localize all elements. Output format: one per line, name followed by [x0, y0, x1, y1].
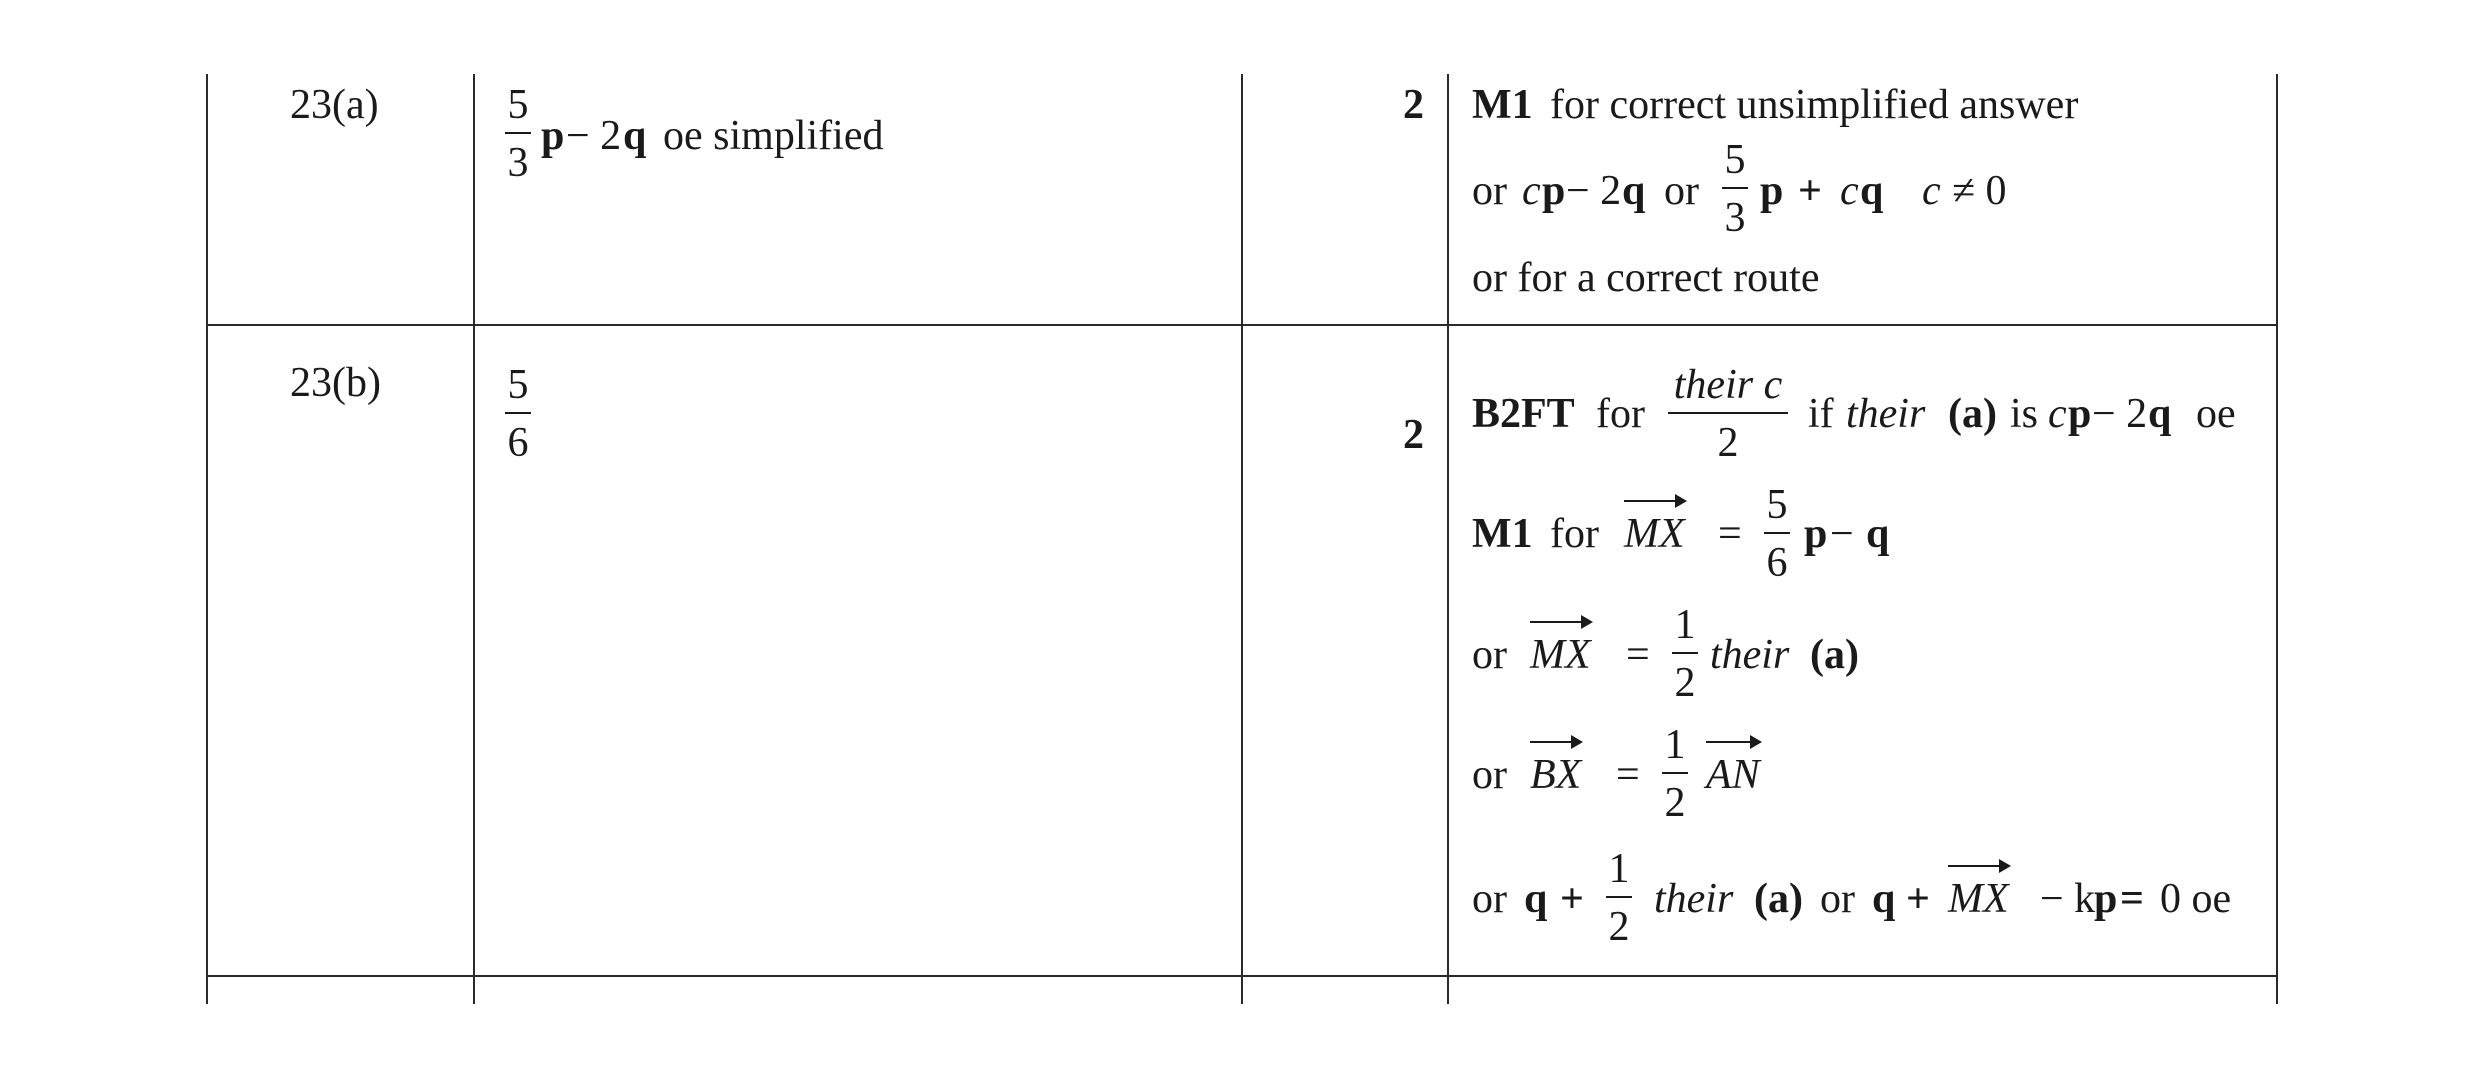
- var-q: q: [1866, 511, 1890, 557]
- their-word: their: [1710, 632, 1790, 678]
- question-number: 23(b): [290, 360, 381, 406]
- col-rule-right: [2276, 74, 2278, 1004]
- for-word: for: [1596, 391, 1645, 437]
- col-rule-marks: [1241, 74, 1243, 1004]
- vector-mx: MX: [1530, 634, 1591, 676]
- m1-fraction: 5 6: [1764, 484, 1790, 584]
- equals-sign: =: [1616, 752, 1640, 798]
- var-q: q: [2148, 391, 2172, 437]
- part-a-ref: (a): [1754, 876, 1803, 922]
- var-p: p: [2094, 876, 2118, 922]
- or-word: or: [1472, 752, 1507, 798]
- row-rule-1: [206, 324, 2278, 326]
- vector-mx: MX: [1624, 513, 1685, 555]
- var-q: q: [1524, 876, 1548, 922]
- guidance-fraction: 5 3: [1722, 139, 1748, 239]
- guidance-text: for correct unsimplified answer: [1550, 82, 2079, 128]
- var-c: c: [1522, 168, 1541, 214]
- var-c: c: [1840, 168, 1859, 214]
- plus-sign: +: [1560, 876, 1584, 922]
- var-c: c: [1922, 168, 1941, 214]
- mark-code: M1: [1472, 82, 1533, 128]
- var-p: p: [2068, 391, 2092, 437]
- marks-value: 2: [1403, 82, 1424, 128]
- answer-fraction: 5 6: [505, 364, 531, 464]
- plus-sign: +: [1798, 168, 1822, 214]
- minus-sign: −: [1830, 511, 1854, 557]
- vector-mx: MX: [1948, 878, 2009, 920]
- their-c-fraction: their c 2: [1668, 364, 1788, 464]
- or-word: or: [1472, 168, 1507, 214]
- part-a-ref: (a): [1948, 391, 1997, 437]
- mark-code: B2FT: [1472, 391, 1575, 437]
- equals-sign: =: [2120, 876, 2144, 922]
- answer-minus: − 2: [566, 113, 622, 159]
- vector-bx: BX: [1530, 754, 1581, 796]
- var-p: p: [1760, 168, 1784, 214]
- var-q: q: [1872, 876, 1896, 922]
- not-equal-condition: ≠ 0: [1952, 168, 2007, 214]
- answer-p: p: [541, 113, 565, 159]
- marks-value: 2: [1403, 412, 1424, 458]
- var-q: q: [1622, 168, 1646, 214]
- their-word: their: [1654, 876, 1734, 922]
- minus-sign: − 2: [1566, 168, 1622, 214]
- row-rule-2: [206, 975, 2278, 977]
- or-word: or: [1472, 876, 1507, 922]
- answer-q: q: [623, 113, 647, 159]
- col-rule-answer: [473, 74, 475, 1004]
- question-number: 23(a): [290, 82, 379, 128]
- var-p: p: [1804, 511, 1828, 557]
- col-rule-notes: [1447, 74, 1449, 1004]
- part-a-ref: (a): [1810, 632, 1859, 678]
- or-word: or: [1820, 876, 1855, 922]
- answer-fraction: 5 3: [505, 84, 531, 184]
- minus-sign: − 2: [2092, 391, 2148, 437]
- half-fraction: 1 2: [1606, 848, 1632, 948]
- mark-code: M1: [1472, 511, 1533, 557]
- their-word: their: [1846, 391, 1926, 437]
- if-word: if: [1808, 391, 1834, 437]
- for-word: for: [1550, 511, 1599, 557]
- or-word: or: [1472, 632, 1507, 678]
- vector-an: AN: [1706, 754, 1760, 796]
- col-rule-left: [206, 74, 208, 1004]
- is-word: is: [2010, 391, 2039, 437]
- var-p: p: [1542, 168, 1566, 214]
- or-word: or: [1664, 168, 1699, 214]
- half-fraction: 1 2: [1672, 604, 1698, 704]
- equals-sign: =: [1626, 632, 1650, 678]
- half-fraction: 1 2: [1662, 724, 1688, 824]
- equals-sign: =: [1718, 511, 1742, 557]
- guidance-text: or for a correct route: [1472, 255, 1820, 301]
- plus-sign: +: [1906, 876, 1930, 922]
- var-c: c: [2048, 391, 2067, 437]
- var-q: q: [1860, 168, 1884, 214]
- minus-k: − k: [2040, 876, 2096, 922]
- zero-oe: 0 oe: [2160, 876, 2232, 922]
- answer-tail: oe simplified: [663, 113, 884, 159]
- oe-word: oe: [2196, 391, 2236, 437]
